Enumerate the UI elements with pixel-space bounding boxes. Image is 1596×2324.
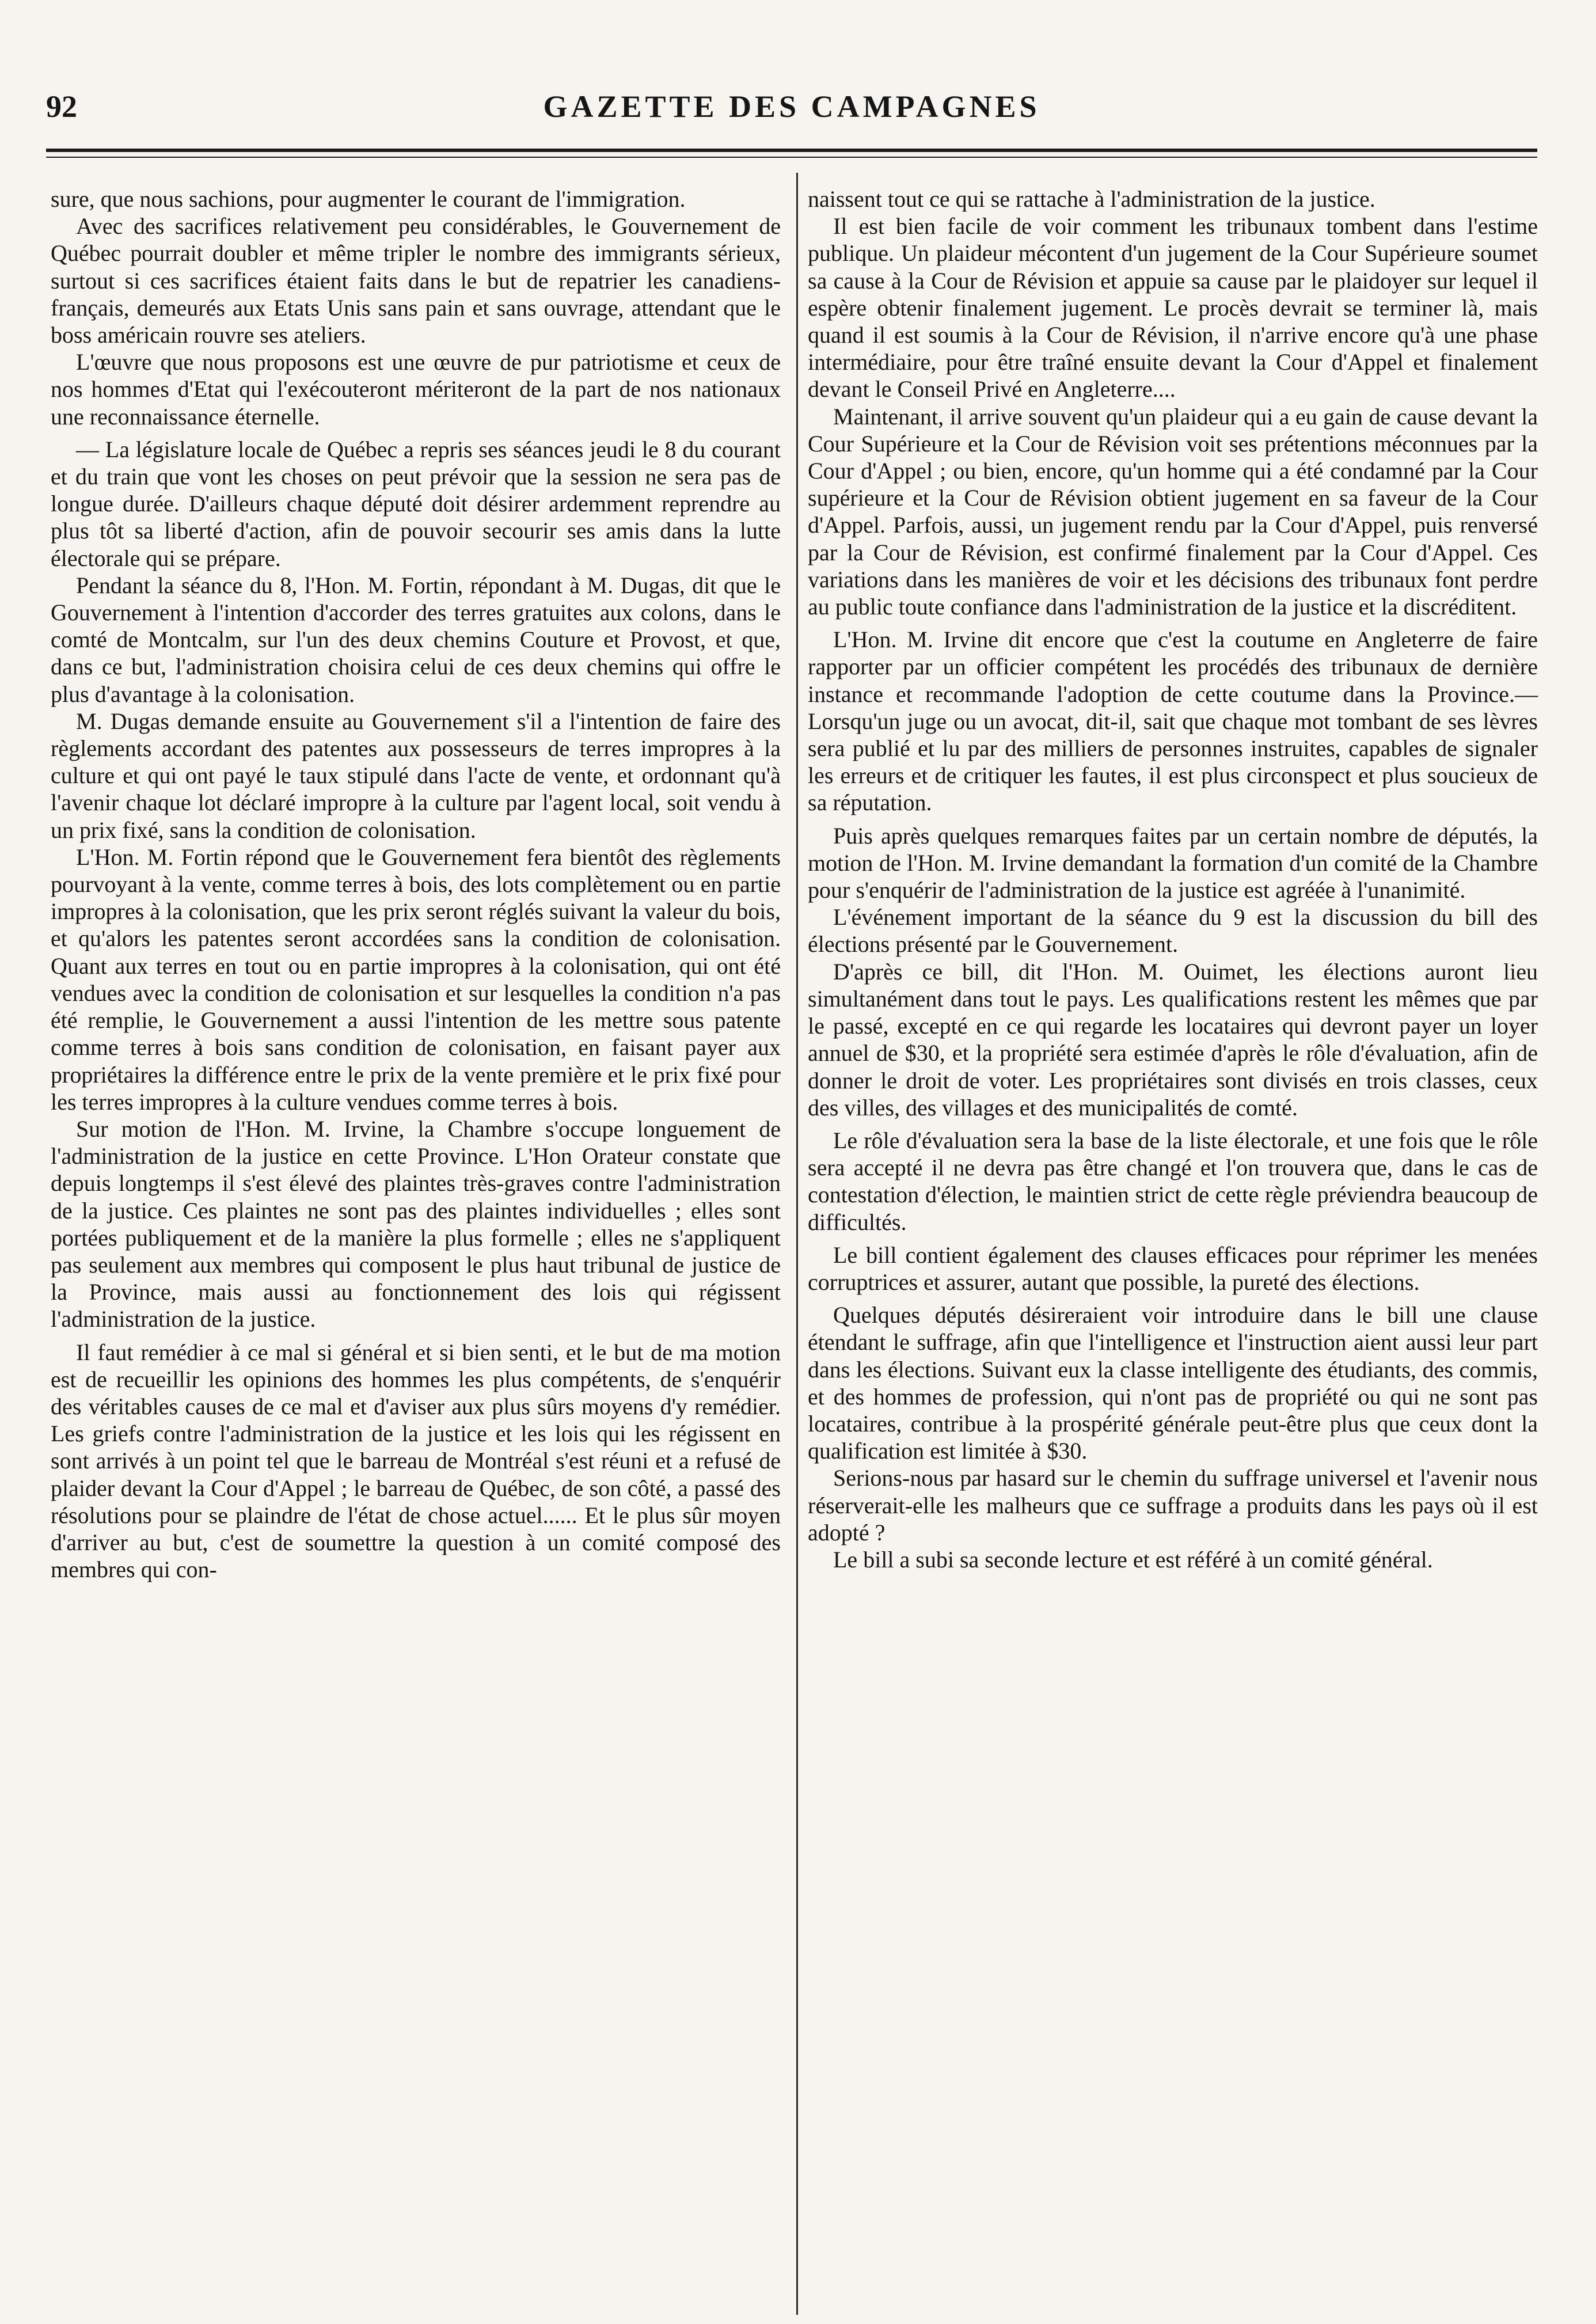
paragraph: Il faut remédier à ce mal si général et si bien senti, et le but de ma motion est de recueillir les opinions des hommes les plus compétents, de s'enquérir des véritables causes de ce mal et d'aviser aux plus sûrs moyens d'y remédier. Les griefs contre l'administration de la justice et les lois qui les régissent en sont arrivés à un point tel que le barreau de Montréal s'est réuni et a refusé de plaider devant la Cour d'Appel ; le barreau de Québec, de son côté, a passé des résolutions pour se plaindre de l'état de chose actuel...... Et le plus sûr moyen d'arriver au but, c'est de soumettre la question à un comité composé des membres qui con- <box>51 1339 781 1583</box>
paragraph: Maintenant, il arrive souvent qu'un plaideur qui a eu gain de cause devant la Cour Supérieure et la Cour de Révision voit ses prétentions méconnues par la Cour d'Appel ; ou bien, encore, qu'un homme qui a été condamné par la Cour supérieure et la Cour de Révision obtient jugement en sa faveur de la Cour d'Appel. Parfois, aussi, un jugement rendu par la Cour d'Appel, puis renversé par la Cour de Révision, est confirmé finalement par la Cour d'Appel. Ces variations dans les manières de voir et les décisions des tribunaux font perdre au public toute confiance dans l'administration de la justice et la discréditent. <box>808 403 1538 620</box>
column-divider <box>796 173 798 2315</box>
page-number: 92 <box>46 89 77 124</box>
paragraph: L'œuvre que nous proposons est une œuvre de pur patriotisme et ceux de nos hommes d'Etat qui l'exécouteront mériteront de la part de nos nationaux une reconnaissance éternelle. <box>51 349 781 430</box>
paragraph: Le bill a subi sa seconde lecture et est référé à un comité général. <box>833 1546 1433 1573</box>
paragraph: — La législature locale de Québec a repris ses séances jeudi le 8 du courant et du train que vont les choses on peut prévoir que la session ne sera pas de longue durée. D'ailleurs chaque député doit désirer ardemment reprendre au plus tôt sa liberté d'action, afin de pouvoir secourir ses amis dans la lutte électorale qui se prépare. <box>51 436 781 571</box>
paragraph: Serions-nous par hasard sur le chemin du suffrage universel et l'avenir nous réserverait-elle les malheurs que ce suffrage a produits dans les pays où il est adopté ? <box>808 1465 1538 1545</box>
paragraph: L'Hon. M. Irvine dit encore que c'est la coutume en Angleterre de faire rapporter par un officier compétent les procédés des tribunaux de dernière instance et recommande l'adoption de cette coutume dans la Province.—Lorsqu'un juge ou un avocat, dit-il, sait que chaque mot tombant de ses lèvres sera publié et lu par des milliers de personnes instruites, capables de signaler les erreurs et de critiquer les fautes, il est plus circonspect et plus soucieux de sa réputation. <box>808 626 1538 816</box>
paragraph: naissent tout ce qui se rattache à l'administration de la justice. <box>808 186 1375 212</box>
paragraph: Pendant la séance du 8, l'Hon. M. Fortin, répondant à M. Dugas, dit que le Gouvernement à l'intention d'accorder des terres gratuites aux colons, dans le comté de Montcalm, sur l'un des deux chemins Couture et Provost, et que, dans ce but, l'administration choisira celui de ces deux chemins qui offre le plus d'avantage à la colonisation. <box>51 572 781 707</box>
header-rule-thin <box>46 157 1537 158</box>
paragraph: Avec des sacrifices relativement peu considérables, le Gouvernement de Québec pourrait doubler et même tripler le nombre des immigrants sérieux, surtout si ces sacrifices étaient faits dans le but de repatrier les canadiens-français, demeurés aux Etats Unis sans pain et sans ouvrage, attendant que le boss américain rouvre ses ateliers. <box>51 213 781 348</box>
paragraph: Le rôle d'évaluation sera la base de la liste électorale, et une fois que le rôle sera accepté il ne devra pas être changé et l'on trouvera que, dans le cas de contestation d'élection, le maintien strict de cette règle préviendra beaucoup de difficultés. <box>808 1127 1538 1235</box>
paragraph: sure, que nous sachions, pour augmenter le courant de l'immigration. <box>51 186 686 212</box>
paragraph: Le bill contient également des clauses efficaces pour réprimer les menées corruptrices et assurer, autant que possible, la pureté des élections. <box>808 1241 1538 1295</box>
paragraph: Quelques députés désireraient voir introduire dans le bill une clause étendant le suffrage, afin que l'intelligence et l'instruction aient aussi leur part dans les élections. Suivant eux la classe intelligente des étudiants, des commis, et des hommes de profession, qui n'ont pas de propriété ou qui ne sont pas locataires, contribue à la prospérité générale peut-être plus que ceux dont la qualification est limitée à $30. <box>808 1302 1538 1464</box>
paragraph: Sur motion de l'Hon. M. Irvine, la Chambre s'occupe longuement de l'administration de la justice en cette Province. L'Hon Orateur constate que depuis longtemps il s'est élevé des plaintes très-graves contre l'administration de la justice. Ces plaintes ne sont pas des plaintes individuelles ; elles sont portées publiquement et de la manière la plus formelle ; elles ne s'appliquent pas seulement aux membres qui composent le plus haut tribunal de justice de la Province, mais aussi au fonctionnement des lois qui régissent l'administration de la justice. <box>51 1115 781 1332</box>
right-column <box>808 185 1538 1573</box>
paragraph: Il est bien facile de voir comment les tribunaux tombent dans l'estime publique. Un plaideur mécontent d'un jugement de la Cour Supérieure soumet sa cause à la Cour de Révision et appuie sa cause par le plaidoyer sur lequel il espère obtenir finalement jugement. Le procès devrait se terminer là, mais quand il est soumis à la Cour de Révision, il n'arrive encore qu'à une phase intermédiaire, pour être traîné ensuite devant la Cour d'Appel et finalement devant le Conseil Privé en Angleterre.... <box>808 213 1538 402</box>
header-rule <box>46 149 1537 152</box>
paragraph: M. Dugas demande ensuite au Gouvernement s'il a l'intention de faire des règlements accordant des patentes aux possesseurs de terres impropres à la culture et qui ont payé le taux stipulé dans l'acte de vente, et ordonnant qu'à l'avenir chaque lot déclaré impropre à la culture par l'agent local, soit vendu à un prix fixé, sans la condition de colonisation. <box>51 708 781 843</box>
page-header <box>46 86 1537 127</box>
left-column <box>51 185 781 1583</box>
running-title: GAZETTE DES CAMPAGNES <box>543 89 1040 124</box>
paragraph: L'Hon. M. Fortin répond que le Gouvernement fera bientôt des règlements pourvoyant à la vente, comme terres à bois, des lots complètement ou en partie impropres à la colonisation, que les prix seront réglés suivant la valeur du bois, et qu'alors les patentes seront accordées sans la condition de colonisation. Quant aux terres en tout ou en partie impropres à la colonisation, qui ont été vendues avec la condition de colonisation et sur lesquelles la condition n'a pas été remplie, le Gouvernement a aussi l'intention de les mettre sous patente comme terres à bois sans condition de colonisation, en faisant payer aux propriétaires la différence entre le prix de la vente première et le prix fixé pour les terres impropres à la culture vendues comme terres à bois. <box>51 844 781 1115</box>
paragraph: Puis après quelques remarques faites par un certain nombre de députés, la motion de l'Hon. M. Irvine demandant la formation d'un comité de la Chambre pour s'enquérir de l'administration de la justice est agréée à l'unanimité. <box>808 822 1538 903</box>
paragraph: L'événement important de la séance du 9 est la discussion du bill des élections présenté par le Gouvernement. <box>808 904 1538 958</box>
paragraph: D'après ce bill, dit l'Hon. M. Ouimet, les élections auront lieu simultanément dans tout le pays. Les qualifications restent les mêmes que par le passé, excepté en ce qui regarde les locataires qui devront payer un loyer annuel de $30, et la propriété sera estimée d'après le rôle d'évaluation, afin de donner le droit de voter. Les propriétaires sont divisés en trois classes, ceux des villes, des villages et des municipalités de comté. <box>808 958 1538 1121</box>
